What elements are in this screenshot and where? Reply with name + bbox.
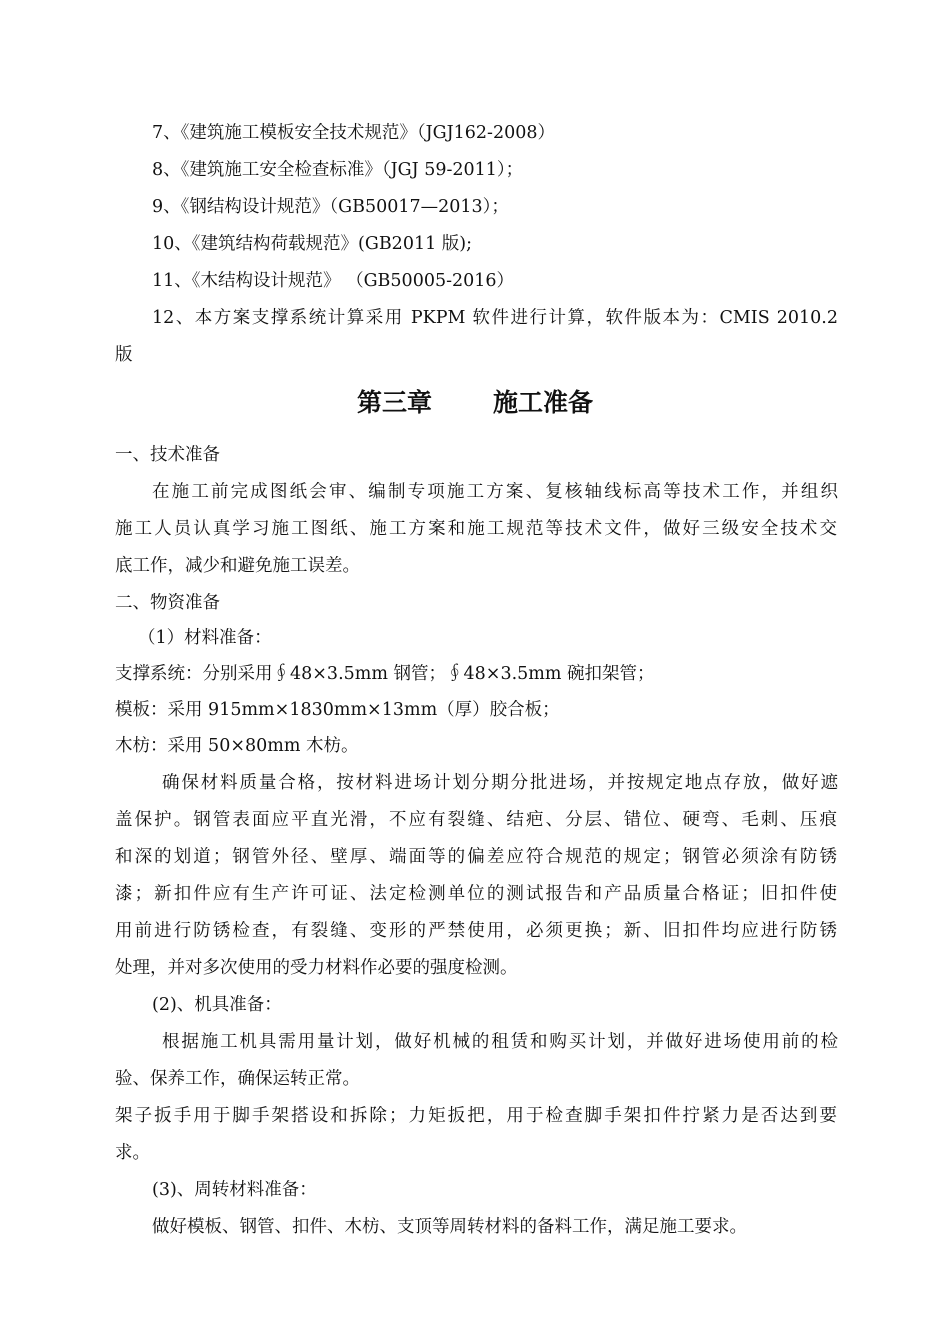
subheading-turnover-materials: (3)、周转材料准备： [152, 1180, 317, 1200]
wrench-paragraph-line-2: 求。 [115, 1143, 150, 1163]
timber-line: 木枋：采用 50×80mm 木枋。 [115, 736, 359, 756]
reference-item-9: 9、《钢结构设计规范》（GB50017—2013）； [152, 197, 509, 217]
machinery-paragraph-line-2: 验、保养工作，确保运转正常。 [115, 1069, 360, 1089]
subheading-materials: （1）材料准备： [138, 628, 272, 648]
turnover-paragraph: 做好模板、钢管、扣件、木枋、支顶等周转材料的备料工作，满足施工要求。 [152, 1217, 747, 1237]
tech-paragraph-line-1: 在施工前完成图纸会审、编制专项施工方案、复核轴线标高等技术工作，并组织 [152, 482, 838, 502]
reference-item-12-line-2: 版 [115, 345, 133, 365]
formwork-line: 模板：采用 915mm×1830mm×13mm（厚）胶合板； [115, 700, 560, 720]
quality-paragraph-line-6: 处理，并对多次使用的受力材料作必要的强度检测。 [115, 958, 518, 978]
reference-item-10: 10、《建筑结构荷载规范》(GB2011 版); [152, 234, 473, 254]
reference-item-11: 11、《木结构设计规范》 （GB50005-2016） [152, 271, 515, 291]
chapter-title: 第三章 施工准备 [357, 388, 593, 417]
reference-item-12-line-1: 12、本方案支撑系统计算采用 PKPM 软件进行计算，软件版本为：CMIS 2010.2 [152, 308, 838, 328]
quality-paragraph-line-1: 确保材料质量合格，按材料进场计划分期分批进场，并按规定地点存放，做好遮 [162, 773, 838, 793]
tech-paragraph-line-3: 底工作，减少和避免施工误差。 [115, 556, 360, 576]
wrench-paragraph-line-1: 架子扳手用于脚手架搭设和拆除；力矩扳把，用于检查脚手架扣件拧紧力是否达到要 [115, 1106, 837, 1126]
section-heading-tech: 一、技术准备 [115, 445, 220, 465]
tech-paragraph-line-2: 施工人员认真学习施工图纸、施工方案和施工规范等技术文件，做好三级安全技术交 [115, 519, 837, 539]
quality-paragraph-line-5: 用前进行防锈检查，有裂缝、变形的严禁使用，必须更换；新、旧扣件均应进行防锈 [115, 921, 837, 941]
reference-item-8: 8、《建筑施工安全检查标准》（JGJ 59-2011）； [152, 160, 524, 180]
quality-paragraph-line-4: 漆；新扣件应有生产许可证、法定检测单位的测试报告和产品质量合格证；旧扣件使 [115, 884, 837, 904]
reference-item-7: 7、《建筑施工模板安全技术规范》（JGJ162-2008） [152, 123, 555, 143]
machinery-paragraph-line-1: 根据施工机具需用量计划，做好机械的租赁和购买计划，并做好进场使用前的检 [162, 1032, 838, 1052]
section-heading-material: 二、物资准备 [115, 593, 220, 613]
quality-paragraph-line-3: 和深的划道；钢管外径、壁厚、端面等的偏差应符合规范的规定；钢管必须涂有防锈 [115, 847, 837, 867]
support-system-line: 支撑系统：分别采用∮48×3.5mm 钢管；∮48×3.5mm 碗扣架管； [115, 664, 655, 684]
subheading-machinery: (2)、机具准备： [152, 995, 282, 1015]
quality-paragraph-line-2: 盖保护。钢管表面应平直光滑，不应有裂缝、结疤、分层、错位、硬弯、毛刺、压痕 [115, 810, 837, 830]
